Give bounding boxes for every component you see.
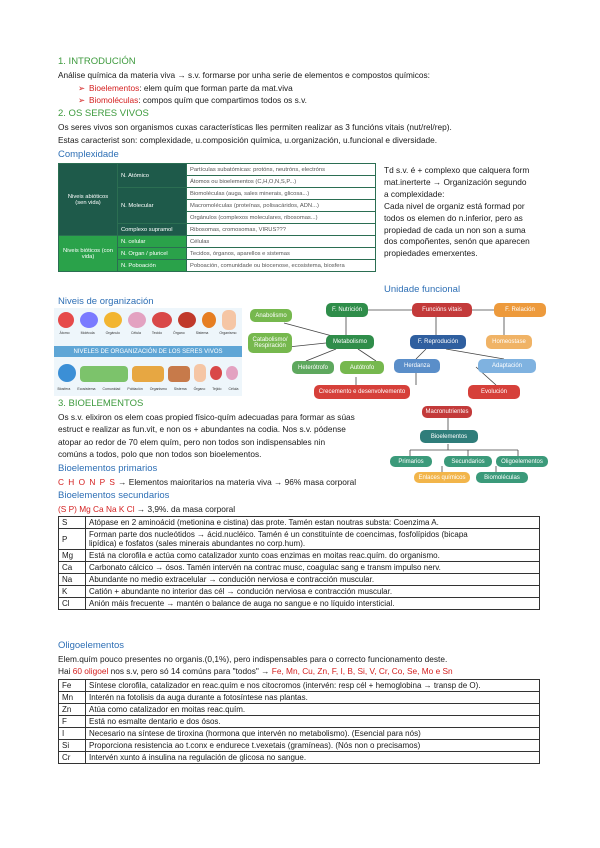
element-symbol: I	[59, 728, 86, 740]
side-line: Td s.v. é + complexo que calquera form	[384, 165, 530, 175]
table-row	[59, 716, 540, 728]
atom-icon	[58, 312, 74, 328]
top-labels	[54, 331, 242, 335]
element-description	[86, 529, 540, 550]
complexidade-heading: Complexidade	[58, 149, 119, 160]
element-description: Síntese clorofila, catalizador en reac.quím e nos citocromos (intervén: resp cél + hemoglobina → transp de O).	[86, 680, 540, 692]
level-label: Tecido	[151, 331, 163, 335]
level-label: Órgano	[193, 387, 206, 391]
element-description: Atópase en 2 aminoácid (metionina e cistina) das prote. Tamén estan noutras substa: Coenzima A.	[86, 517, 540, 529]
diagram-enlaces: Enlaces químicos	[414, 472, 470, 483]
element-description: Abundante no medio extracelular → condución nerviosa e contracción muscular.	[86, 574, 540, 586]
element-symbol: Zn	[59, 704, 86, 716]
bioelementos-text	[58, 411, 355, 460]
element-symbol: Na	[59, 574, 86, 586]
organelle-icon	[104, 312, 122, 328]
detail-cell: Biomoléculas (auga, sales minerais, glicosa...)	[187, 188, 376, 200]
level-label: Tejido	[212, 387, 222, 391]
secundarios-symbols: (S P) Mg Ca Na K Cl	[58, 504, 135, 514]
detail-cell: Poboación, comunidade ou biocenose, ecosistema, biosfera	[187, 260, 376, 272]
node-adaptacion: Adaptación	[478, 359, 536, 373]
diagram-bioelementos: Bioelementos	[420, 430, 478, 443]
level-label: Organismo	[219, 331, 237, 335]
sub-cell: N. celular	[118, 236, 187, 248]
side-line: dos compoñentes, senón que aparecen	[384, 236, 530, 247]
level-label: Célula	[228, 387, 239, 391]
oligo-symbols: Fe, Mn, Cu, Zn, F, I, B, Si, V, Cr, Co, Se, Mo e Sn	[271, 666, 453, 676]
element-symbol: Si	[59, 740, 86, 752]
text-line: atopar ao redor de 70 elem quím, pero non todos son indispensables nin	[58, 436, 326, 447]
table-row	[59, 586, 540, 598]
arrow-bullet-icon: ➢	[78, 95, 85, 105]
element-symbol: S	[59, 517, 86, 529]
level-label: Población	[127, 387, 143, 391]
secondary-elements-table	[58, 516, 540, 610]
organism-icon	[194, 364, 206, 382]
node-nutricion: F. Nutrición	[326, 303, 368, 317]
detail-cell: Células	[187, 236, 376, 248]
node-evolucion: Evolución	[468, 385, 520, 399]
molecule-icon	[80, 312, 98, 328]
detail-cell: Tecidos, órganos, aparellos e sistemas	[187, 248, 376, 260]
element-symbol: Mg	[59, 550, 86, 562]
table-row	[59, 680, 540, 692]
table-row	[59, 550, 540, 562]
levels-illustration	[54, 308, 242, 396]
intro-bullet-2	[78, 94, 307, 106]
bullet-term: Bioelementos	[88, 83, 140, 93]
element-symbol: F	[59, 716, 86, 728]
ecosystem-icon	[80, 366, 128, 382]
level-label: Biosfera	[57, 387, 71, 391]
level-label: Molécula	[80, 331, 95, 335]
table-row	[59, 740, 540, 752]
side-line: Cada nivel de organiz está formad por	[384, 200, 525, 211]
intro-line: Análise química da materia viva → s.v. formarse por unha serie de elementos e compostos químicos:	[58, 70, 430, 80]
oligo-text: nos s.v, pero só 14 comúns para "todos" →	[108, 666, 272, 676]
element-symbol: P	[59, 529, 86, 550]
oligo-heading: Oligoelementos	[58, 640, 125, 651]
intro-heading: 1. INTRODUCIÓN	[58, 56, 136, 67]
sub-cell: N. Poboación	[118, 260, 187, 272]
sub-cell: N. Atómico	[118, 164, 187, 188]
node-anabolismo: Anabolismo	[250, 309, 292, 322]
level-label: Sistema	[195, 331, 209, 335]
table-row	[59, 517, 540, 529]
primarios-heading: Bioelementos primarios	[58, 463, 158, 474]
oligo-text: Hai	[58, 666, 73, 676]
node-autotrofo: Autótrofo	[340, 361, 384, 374]
secundarios-text: → 3,9%. da masa corporal	[134, 504, 236, 514]
diagram-primarios: Primarios	[390, 456, 432, 467]
seres-heading: 2. OS SERES VIVOS	[58, 108, 149, 119]
level-label: Átomo	[59, 331, 70, 335]
arrow-bullet-icon: ➢	[78, 83, 85, 93]
tissue-icon	[152, 312, 172, 328]
oligo-elements-table	[58, 679, 540, 764]
element-description: Interén na fotolisis da auga durante a fotosíntese nas plantas.	[86, 692, 540, 704]
system-icon	[202, 312, 216, 328]
element-symbol: K	[59, 586, 86, 598]
side-line: mat.inerterte → Organización segundo	[384, 176, 527, 187]
organ-icon	[210, 366, 222, 380]
detail-cell: Orgánulos (complexos moleculares, ribosomas...)	[187, 212, 376, 224]
description-line: lipídica) e fosfatos (sales minerais abundantes no corp.hum).	[89, 539, 306, 548]
primarios-line	[58, 476, 356, 488]
primarios-symbols: C H O N P S	[58, 477, 116, 487]
primarios-text: → Elementos maioritarios na materia viva → 96% masa corporal	[115, 477, 357, 487]
bioelements-diagram	[388, 404, 550, 484]
organism-icon	[222, 310, 236, 330]
group-cell: Niveis abióticos (sen vida)	[59, 164, 118, 236]
diagram-biomoleculas: Biomoléculas	[476, 472, 528, 483]
detail-cell: Partículas subatómicas: protóns, neutróns, electróns	[187, 164, 376, 176]
node-funcions-vitais: Funcións vitais	[412, 303, 472, 317]
oligo-line-2	[58, 665, 453, 677]
unidade-heading: Unidade funcional	[384, 284, 461, 295]
level-label: Sistema	[173, 387, 187, 391]
element-description: Está no esmalte dentario e dos ósos.	[86, 716, 540, 728]
oligo-count: 60 oligoel	[72, 666, 109, 676]
bullet-text: : compos quím que compartimos todos os s.v.	[138, 95, 307, 105]
node-crecemento: Crecemento e desenvolvemento	[314, 385, 410, 399]
description-line: Forman parte dos nucleótidos → ácid.nucléico. Tamén é un constituínte de coencimas, fosfolípidos (bicapa	[89, 530, 468, 539]
node-reproducion: F. Reprodución	[410, 335, 466, 349]
sub-cell: Complexo supramol	[118, 224, 187, 236]
table-row	[59, 598, 540, 610]
bioelementos-heading: 3. BIOELEMENTOS	[58, 398, 144, 409]
element-description: Atúa como catalizador en moitas reac.quím.	[86, 704, 540, 716]
table-row	[59, 692, 540, 704]
cell-icon	[128, 312, 146, 328]
element-description: Carbonato cálcico → ósos. Tamén intervén na contrac musc, coagulac sang e transm impulso nerv.	[86, 562, 540, 574]
intro-bullet-1	[78, 82, 293, 94]
sub-cell: N. Organ / pluricel	[118, 248, 187, 260]
side-line: propiedades emerxentes.	[384, 248, 478, 259]
levels-banner: NIVELES DE ORGANIZACIÓN DE LOS SERES VIVOS	[54, 346, 242, 357]
text-line: comúns a todos, polo que non todos son bioelementos.	[58, 448, 262, 459]
node-relacion: F. Relación	[494, 303, 546, 317]
element-description: Anión máis frecuente → mantén o balance de auga no sangue e no líquido intersticial.	[86, 598, 540, 610]
node-homeostase: Homeostase	[486, 335, 532, 349]
level-label: Célula	[130, 331, 141, 335]
table-row	[59, 164, 376, 176]
sub-cell: N. Molecular	[118, 188, 187, 224]
functional-unit-diagram	[246, 297, 552, 401]
table-row	[59, 574, 540, 586]
niveis-heading: Niveis de organización	[58, 296, 154, 307]
element-symbol: Mn	[59, 692, 86, 704]
level-label: Comunidad	[102, 387, 121, 391]
level-label: Organismo	[149, 387, 167, 391]
bullet-text: : elem quím que forman parte da mat.viva	[139, 83, 293, 93]
table-row	[59, 562, 540, 574]
table-row	[59, 728, 540, 740]
text-line: estruct e realizar as fun.vit, e non os + abundantes na codia. Nos s.v. pódense	[58, 424, 346, 435]
table-row	[59, 704, 540, 716]
element-symbol: Cl	[59, 598, 86, 610]
bottom-labels	[54, 387, 242, 391]
seres-line-1: Os seres vivos son organismos cuxas características lles permiten realizar as 3 funcións vitais (nut/rel/rep).	[58, 122, 452, 132]
diagram-secundarios: Secundarios	[444, 456, 492, 467]
level-label: Órgano	[173, 331, 185, 335]
level-label: Orgánulo	[105, 331, 120, 335]
complexity-side-text	[384, 165, 530, 260]
table-row	[59, 529, 540, 550]
bullet-term: Biomoléculas	[88, 95, 139, 105]
side-line: todos os elemen do n.inferior, pero as	[384, 212, 523, 223]
element-description: Necesario na síntese de tiroxina (hormona que intervén no metabolismo). (Esencial para nós)	[86, 728, 540, 740]
element-symbol: Ca	[59, 562, 86, 574]
node-herdanza: Herdanza	[394, 359, 440, 373]
node-catabolismo: Catabolismo/ Respiración	[248, 333, 292, 353]
group-cell: Niveis bióticos (con vida)	[59, 236, 118, 272]
cell-icon	[226, 366, 238, 380]
biosphere-icon	[58, 364, 76, 382]
detail-cell: Átomos ou bioelementos (C,H,O,N,S,P...)	[187, 176, 376, 188]
element-description: Intervén xunto á insulina na regulación de glicosa no sangue.	[86, 752, 540, 764]
seres-line-2: Estas caracterist son: complexidade, u.composición química, u.organización, u.funcional e diversidade.	[58, 135, 438, 145]
text-line: Os s.v. elixiron os elem coas propied físico-quím adecuadas para formar as súas	[58, 412, 355, 422]
side-line: propiedad de cada un non son a suma	[384, 224, 526, 235]
level-label: Ecosistema	[77, 387, 96, 391]
element-symbol: Fe	[59, 680, 86, 692]
table-row	[59, 236, 376, 248]
oligo-line-1: Elem.quím pouco presentes no organis.(0,1%), pero indispensables para o correcto funcionamento deste.	[58, 654, 448, 664]
secundarios-line	[58, 503, 235, 515]
side-line: a complexidade:	[384, 188, 445, 199]
diagram-top: Macronutrientes	[422, 406, 472, 418]
table-row	[59, 752, 540, 764]
node-heterotrofo: Heterótrofo	[292, 361, 334, 374]
node-metabolismo: Metabolismo	[326, 335, 374, 349]
detail-cell: Ribosomas, cromosomas, VIRUS???	[187, 224, 376, 236]
detail-cell: Macromoléculas (proteínas, polisacáridos, ADN...)	[187, 200, 376, 212]
diagram-oligoelementos: Oligoelementos	[496, 456, 548, 467]
complexity-table	[58, 163, 376, 272]
element-description: Catión + abundante no interior das cél → condución nerviosa e contracción muscular.	[86, 586, 540, 598]
organ-icon	[178, 312, 196, 328]
element-symbol: Cr	[59, 752, 86, 764]
element-description: Está na clorofila e actúa como catalizador xunto coas enzimas en moitas reac.quím. do organismo.	[86, 550, 540, 562]
secundarios-heading: Bioelementos secundarios	[58, 490, 170, 501]
element-description: Proporciona resistencia ao t.conx e endurece t.vexetais (gramíneas). (Nós non o precisamos)	[86, 740, 540, 752]
community-icon	[132, 366, 164, 382]
population-icon	[168, 366, 190, 382]
